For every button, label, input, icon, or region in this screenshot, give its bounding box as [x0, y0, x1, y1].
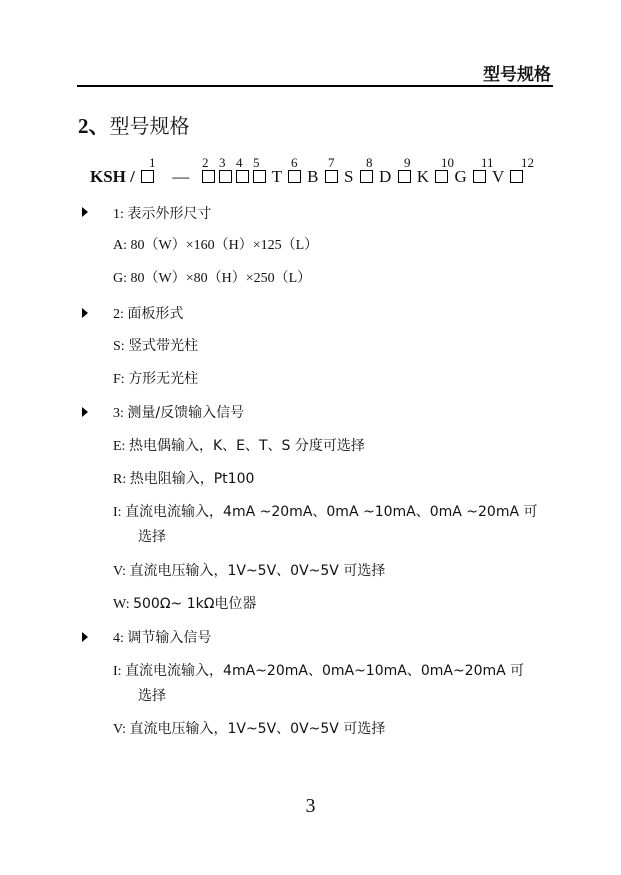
- option-text: 方形无光柱: [128, 371, 199, 387]
- code-letter: S: [344, 167, 354, 186]
- code-box: [141, 170, 154, 183]
- item-number: 1:: [113, 207, 124, 222]
- list-item: [113, 236, 318, 256]
- option-text: 直流电流输入，4mA ~20mA、0mA ~10mA、0mA ~20mA 可: [125, 504, 538, 520]
- list-item: [113, 336, 198, 357]
- list-item: [113, 269, 311, 289]
- option-text: 热电偶输入，K、E、T、S 分度可选择: [128, 438, 365, 454]
- item-title-text: 测量/反馈输入信号: [127, 405, 245, 421]
- code-position: 8: [366, 155, 373, 170]
- code-box: [219, 170, 232, 183]
- code-box: [510, 170, 523, 183]
- option-text: 500Ω~ 1kΩ电位器: [133, 596, 257, 612]
- item-title-text: 表示外形尺寸: [127, 206, 212, 222]
- code-box: [473, 170, 486, 183]
- item-number: 3:: [113, 406, 124, 421]
- option-text: 80（W）×80（H）×250（L）: [130, 271, 312, 286]
- model-prefix: KSH /: [90, 167, 135, 186]
- code-box: [253, 170, 266, 183]
- list-item: [113, 436, 365, 457]
- code-box: [360, 170, 373, 183]
- list-item: [113, 594, 256, 615]
- model-code-line: [90, 167, 525, 187]
- list-item: [113, 369, 198, 390]
- option-key: F:: [113, 372, 125, 387]
- option-text: 直流电压输入，1V~5V、0V~5V 可选择: [129, 721, 386, 737]
- bullet-icon: [82, 308, 88, 318]
- option-text: 热电阻输入，Pt100: [129, 471, 255, 487]
- code-position: 1: [149, 155, 156, 170]
- option-text-continued: 选择: [138, 688, 166, 704]
- code-position: 9: [404, 155, 411, 170]
- code-position: 4: [236, 155, 243, 170]
- code-box: [435, 170, 448, 183]
- option-text: 直流电压输入，1V~5V、0V~5V 可选择: [129, 563, 386, 579]
- option-key: A:: [113, 238, 127, 253]
- item-title: [113, 303, 183, 323]
- option-key: W:: [113, 597, 130, 612]
- code-letter: D: [378, 167, 392, 186]
- option-text: 直流电流输入，4mA~20mA、0mA~10mA、0mA~20mA 可: [125, 663, 525, 679]
- header-rule: [77, 85, 553, 87]
- option-key: S:: [113, 339, 125, 354]
- code-box: [398, 170, 411, 183]
- code-letter: B: [307, 167, 319, 186]
- code-letter: G: [454, 167, 467, 186]
- item-title: [113, 402, 244, 422]
- option-key: V:: [113, 564, 126, 579]
- code-box: [325, 170, 338, 183]
- option-text-continued: 选择: [138, 529, 166, 545]
- list-item: [113, 661, 524, 682]
- code-box: [202, 170, 215, 183]
- list-item: [113, 561, 385, 582]
- section-number: 2、: [78, 114, 110, 138]
- code-letter: V: [492, 167, 504, 186]
- list-item-continuation: [138, 527, 166, 548]
- option-key: R:: [113, 472, 127, 487]
- list-item: [113, 719, 385, 740]
- list-item: [113, 469, 254, 490]
- page-number: 3: [305, 795, 316, 817]
- code-position: 7: [328, 155, 335, 170]
- code-position: 6: [291, 155, 298, 170]
- code-letter: T: [271, 167, 282, 186]
- item-number: 4:: [113, 631, 124, 646]
- bullet-icon: [82, 632, 88, 642]
- code-position: 5: [253, 155, 260, 170]
- bullet-icon: [82, 407, 88, 417]
- list-item-continuation: [138, 686, 166, 707]
- list-item: [113, 502, 538, 523]
- code-box: [236, 170, 249, 183]
- code-dash: —: [172, 167, 190, 186]
- code-position: 3: [219, 155, 226, 170]
- item-title-text: 面板形式: [127, 306, 184, 322]
- item-number: 2:: [113, 307, 124, 322]
- option-key: V:: [113, 722, 126, 737]
- section-title: [78, 110, 190, 140]
- bullet-icon: [82, 207, 88, 217]
- header-title: 型号规格: [483, 65, 551, 85]
- option-key: G:: [113, 271, 127, 286]
- section-title-text: 型号规格: [109, 114, 190, 138]
- item-title-text: 调节输入信号: [127, 630, 212, 646]
- option-text: 竖式带光柱: [128, 338, 199, 354]
- code-position: 12: [521, 155, 534, 170]
- code-letter: K: [416, 167, 430, 186]
- item-title: [113, 627, 211, 647]
- option-text: 80（W）×160（H）×125（L）: [130, 238, 319, 253]
- option-key: I:: [113, 664, 122, 679]
- option-key: E:: [113, 439, 126, 454]
- item-title: [113, 203, 211, 223]
- option-key: I:: [113, 505, 122, 520]
- code-position: 11: [481, 155, 494, 170]
- code-box: [288, 170, 301, 183]
- code-position: 10: [441, 155, 454, 170]
- code-position: 2: [202, 155, 209, 170]
